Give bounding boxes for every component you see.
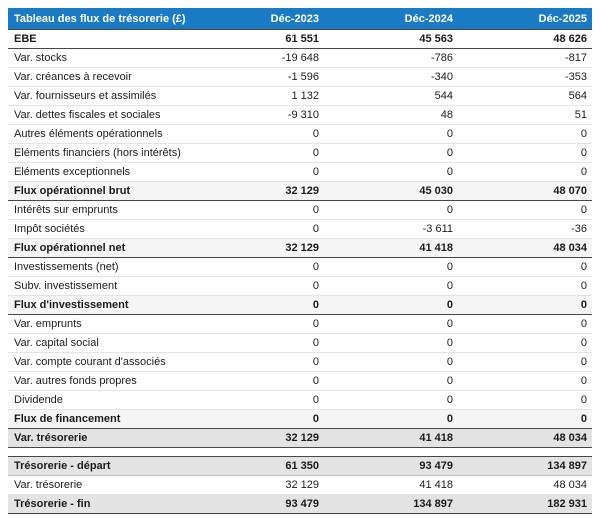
- row-value: 0: [324, 296, 458, 315]
- row-value: 0: [230, 296, 324, 315]
- row-label: Dividende: [8, 391, 230, 410]
- spacer-row: [8, 448, 592, 457]
- row-value: 0: [458, 315, 592, 334]
- row-value: 0: [324, 258, 458, 277]
- table-row: [8, 182, 592, 201]
- row-label: Var. dettes fiscales et sociales: [8, 106, 230, 125]
- row-value: 0: [230, 201, 324, 220]
- row-value: 0: [230, 144, 324, 163]
- row-value: -786: [324, 49, 458, 68]
- row-value: 564: [458, 87, 592, 106]
- row-value: 0: [230, 353, 324, 372]
- row-value: 134 897: [324, 495, 458, 514]
- row-value: 0: [458, 277, 592, 296]
- row-value: 0: [324, 315, 458, 334]
- table-row: [8, 315, 592, 334]
- row-label: Var. emprunts: [8, 315, 230, 334]
- row-value: 48 626: [458, 30, 592, 49]
- row-value: 61 551: [230, 30, 324, 49]
- cashflow-table: [8, 8, 592, 514]
- row-label: Flux opérationnel brut: [8, 182, 230, 201]
- row-value: 0: [458, 410, 592, 429]
- row-value: 0: [324, 144, 458, 163]
- table-title: Tableau des flux de trésorerie (£): [8, 8, 230, 30]
- table-row: [8, 30, 592, 49]
- table-row: [8, 144, 592, 163]
- row-value: 0: [230, 315, 324, 334]
- row-value: 0: [458, 391, 592, 410]
- row-value: -3 611: [324, 220, 458, 239]
- row-value: 0: [458, 296, 592, 315]
- table-row: [8, 239, 592, 258]
- row-value: -36: [458, 220, 592, 239]
- table-header-row: [8, 8, 592, 30]
- table-row: [8, 106, 592, 125]
- row-label: Eléments exceptionnels: [8, 163, 230, 182]
- row-value: 182 931: [458, 495, 592, 514]
- row-value: 48 070: [458, 182, 592, 201]
- row-value: 41 418: [324, 239, 458, 258]
- table-row: [8, 68, 592, 87]
- row-value: 0: [324, 410, 458, 429]
- row-label: Impôt sociétés: [8, 220, 230, 239]
- table-row: [8, 201, 592, 220]
- row-label: Subv. investissement: [8, 277, 230, 296]
- row-value: 0: [230, 372, 324, 391]
- row-value: 32 129: [230, 182, 324, 201]
- row-value: 0: [458, 201, 592, 220]
- row-value: 41 418: [324, 429, 458, 448]
- row-value: 0: [458, 144, 592, 163]
- table-row: [8, 87, 592, 106]
- row-value: -817: [458, 49, 592, 68]
- table-row: [8, 296, 592, 315]
- row-label: Investissements (net): [8, 258, 230, 277]
- row-value: 61 350: [230, 457, 324, 476]
- row-label: Var. autres fonds propres: [8, 372, 230, 391]
- row-value: 0: [324, 353, 458, 372]
- row-label: Autres éléments opérationnels: [8, 125, 230, 144]
- row-value: 0: [458, 353, 592, 372]
- row-label: Var. stocks: [8, 49, 230, 68]
- table-row: [8, 495, 592, 514]
- row-label: Var. compte courant d'associés: [8, 353, 230, 372]
- row-value: 32 129: [230, 429, 324, 448]
- row-label: Trésorerie - départ: [8, 457, 230, 476]
- row-value: 0: [230, 277, 324, 296]
- row-value: 32 129: [230, 239, 324, 258]
- table-row: [8, 429, 592, 448]
- row-value: -353: [458, 68, 592, 87]
- row-value: 1 132: [230, 87, 324, 106]
- row-value: 0: [458, 372, 592, 391]
- table-row: [8, 353, 592, 372]
- row-label: Trésorerie - fin: [8, 495, 230, 514]
- table-row: [8, 410, 592, 429]
- row-value: 134 897: [458, 457, 592, 476]
- row-value: 45 563: [324, 30, 458, 49]
- row-value: 48 034: [458, 476, 592, 495]
- row-label: Flux de financement: [8, 410, 230, 429]
- row-value: 0: [324, 201, 458, 220]
- row-value: 0: [458, 334, 592, 353]
- row-value: 0: [230, 220, 324, 239]
- column-header-dec-2024: Déc-2024: [324, 8, 458, 30]
- row-value: 544: [324, 87, 458, 106]
- row-value: 0: [230, 258, 324, 277]
- row-value: -340: [324, 68, 458, 87]
- row-label: Var. fournisseurs et assimilés: [8, 87, 230, 106]
- row-value: -19 648: [230, 49, 324, 68]
- table-row: [8, 476, 592, 495]
- row-value: 0: [324, 277, 458, 296]
- row-label: EBE: [8, 30, 230, 49]
- spacer-cell: [8, 448, 592, 457]
- row-label: Var. trésorerie: [8, 429, 230, 448]
- table-row: [8, 334, 592, 353]
- row-value: 48: [324, 106, 458, 125]
- table-row: [8, 163, 592, 182]
- row-label: Var. capital social: [8, 334, 230, 353]
- row-value: 0: [458, 163, 592, 182]
- row-value: 41 418: [324, 476, 458, 495]
- row-value: -9 310: [230, 106, 324, 125]
- row-value: 0: [230, 410, 324, 429]
- row-label: Eléments financiers (hors intérêts): [8, 144, 230, 163]
- row-value: 51: [458, 106, 592, 125]
- row-value: 45 030: [324, 182, 458, 201]
- table-row: [8, 125, 592, 144]
- row-value: 0: [324, 125, 458, 144]
- row-value: 0: [324, 372, 458, 391]
- row-value: -1 596: [230, 68, 324, 87]
- row-label: Flux opérationnel net: [8, 239, 230, 258]
- row-value: 0: [324, 334, 458, 353]
- table-row: [8, 277, 592, 296]
- table-row: [8, 258, 592, 277]
- column-header-dec-2023: Déc-2023: [230, 8, 324, 30]
- row-value: 0: [458, 125, 592, 144]
- table-row: [8, 220, 592, 239]
- row-value: 0: [230, 125, 324, 144]
- column-header-dec-2025: Déc-2025: [458, 8, 592, 30]
- row-value: 93 479: [324, 457, 458, 476]
- row-label: Intérêts sur emprunts: [8, 201, 230, 220]
- row-value: 0: [458, 258, 592, 277]
- row-label: Var. créances à recevoir: [8, 68, 230, 87]
- row-value: 32 129: [230, 476, 324, 495]
- row-value: 0: [230, 163, 324, 182]
- row-value: 48 034: [458, 239, 592, 258]
- row-label: Var. trésorerie: [8, 476, 230, 495]
- table-row: [8, 391, 592, 410]
- table-row: [8, 49, 592, 68]
- row-value: 0: [324, 391, 458, 410]
- row-value: 48 034: [458, 429, 592, 448]
- row-value: 0: [230, 391, 324, 410]
- row-value: 0: [324, 163, 458, 182]
- row-value: 0: [230, 334, 324, 353]
- table-row: [8, 372, 592, 391]
- table-body: [8, 30, 592, 514]
- table-row: [8, 457, 592, 476]
- row-value: 93 479: [230, 495, 324, 514]
- row-label: Flux d'investissement: [8, 296, 230, 315]
